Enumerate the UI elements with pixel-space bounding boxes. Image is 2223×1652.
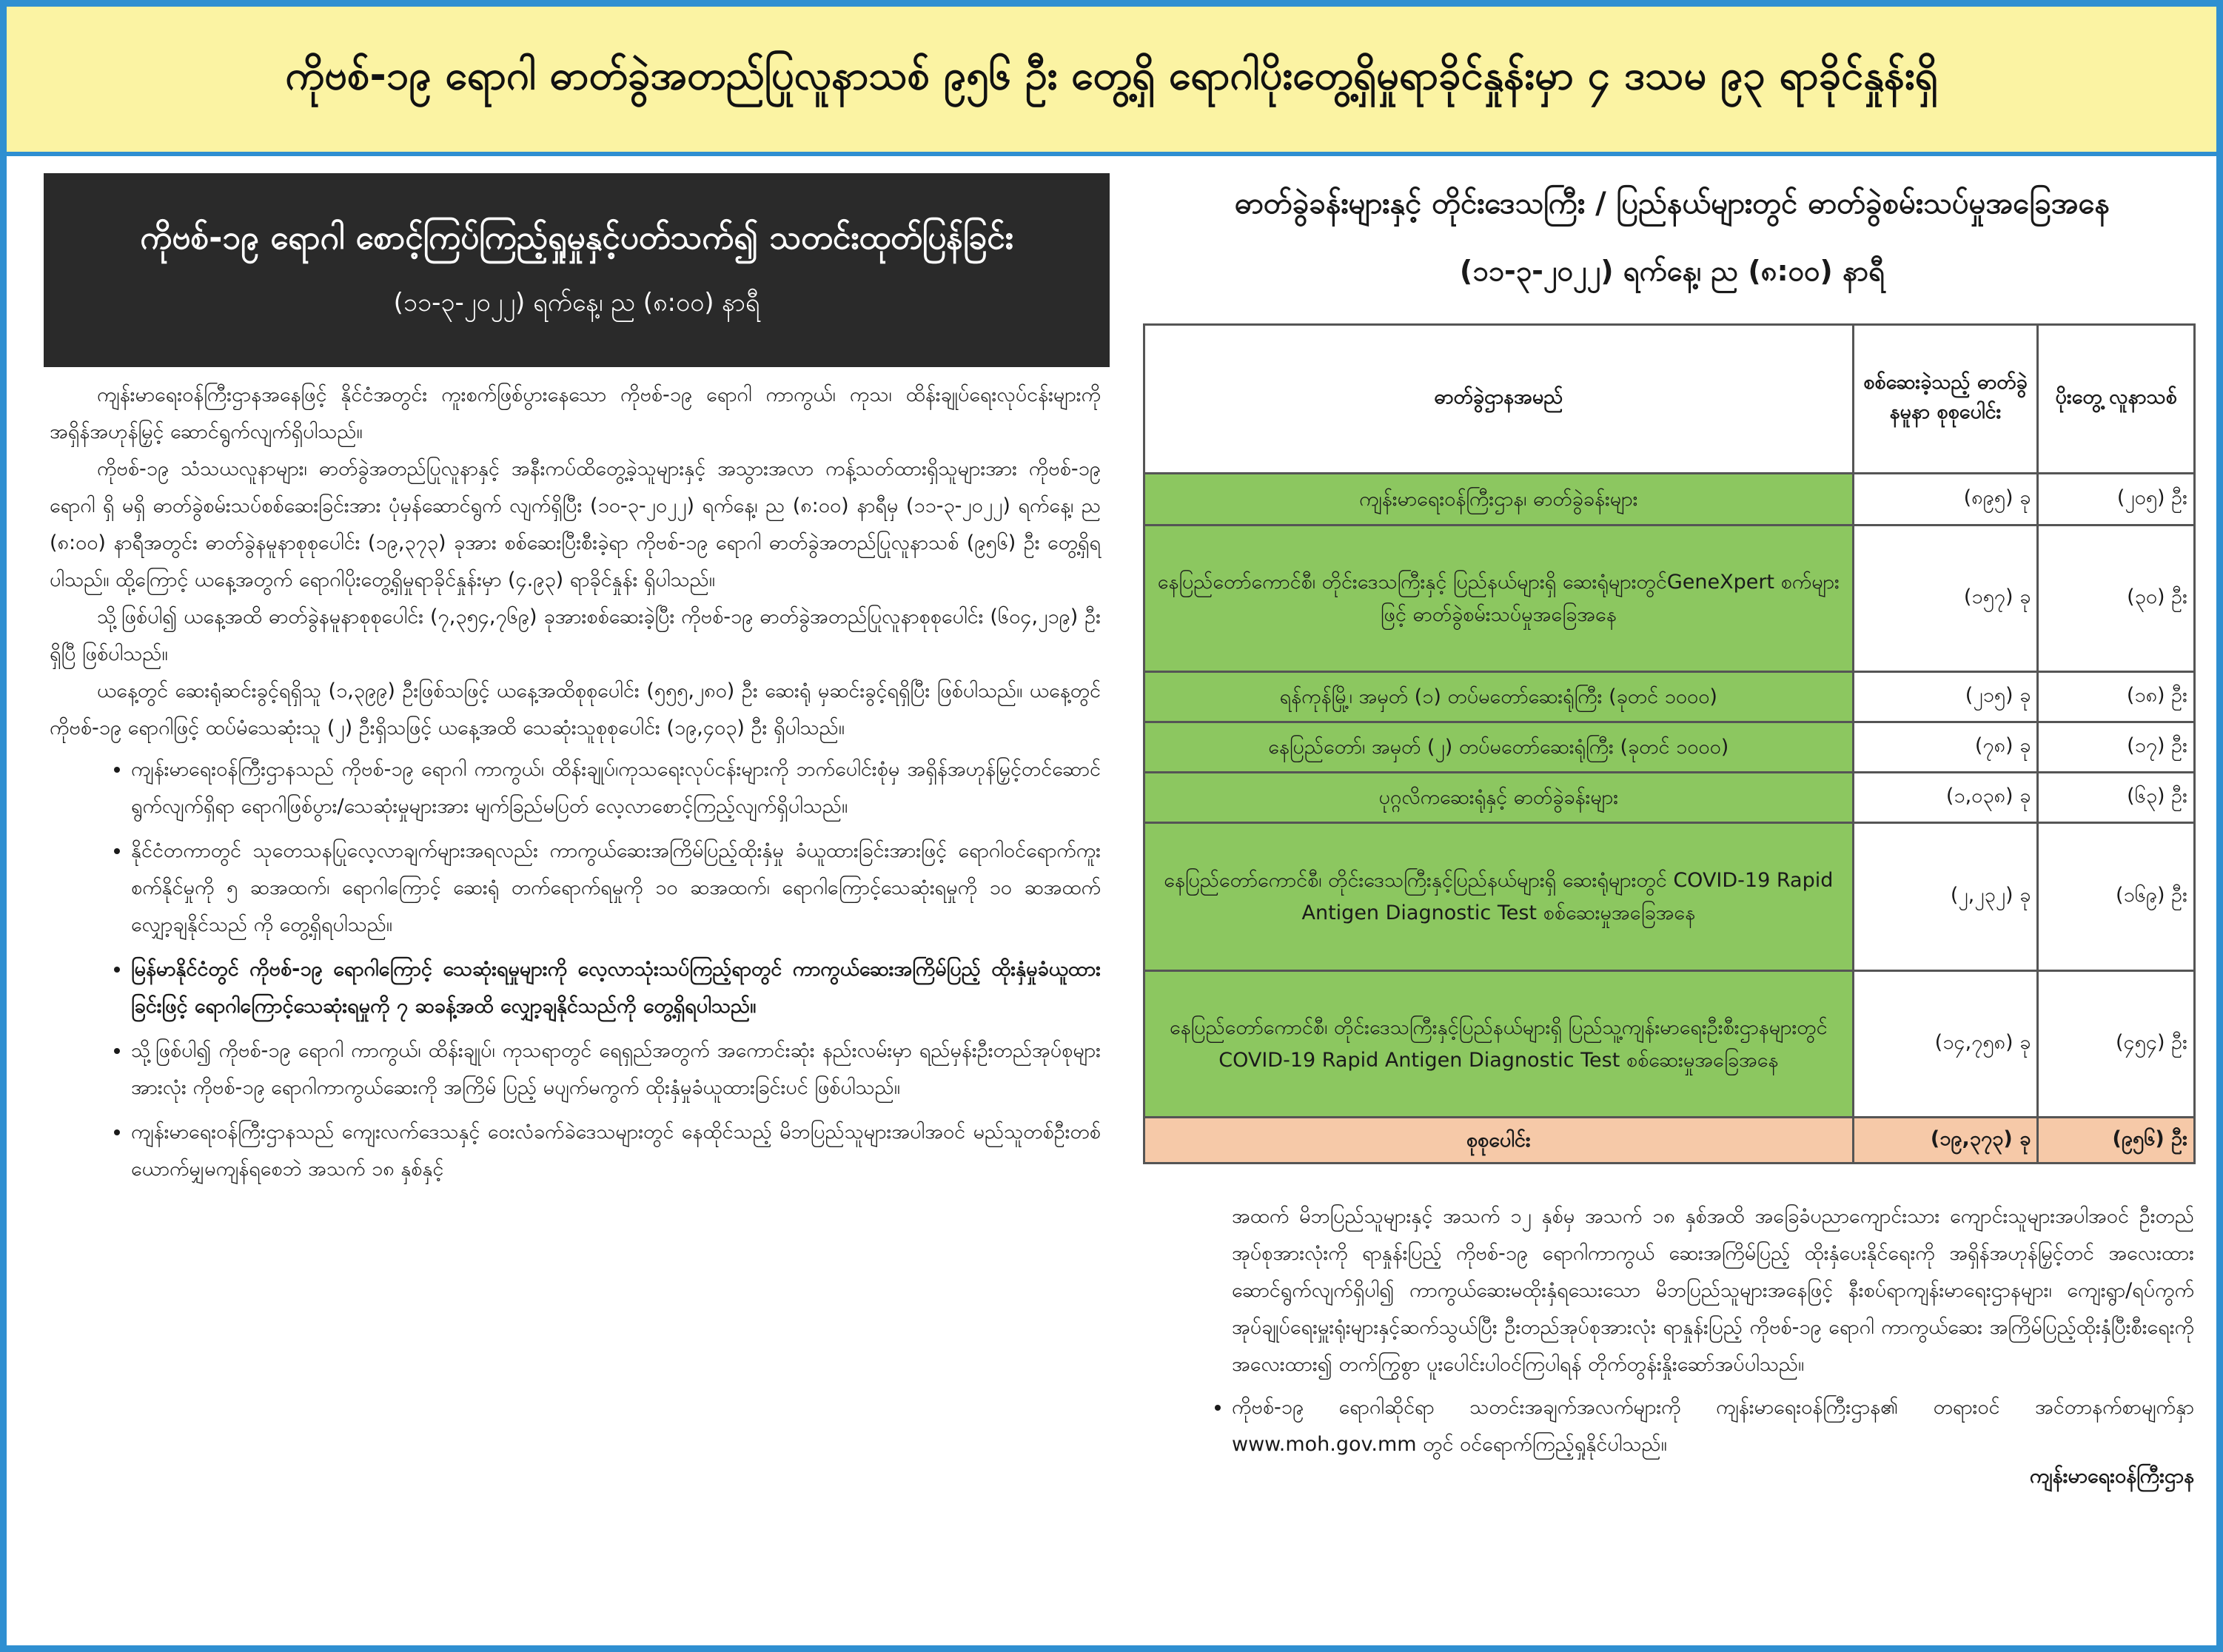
case-count: (၄၅၄) ဦး bbox=[2038, 971, 2195, 1118]
bullet-item: • နိုင်ငံတကာတွင် သုတေသနပြုလေ့လာချက်များအရလည်း ကာကွယ်ဆေးအကြိမ်ပြည့်ထိုးနှံမှု ခံယူထားခြင်းအားဖြင့် ရောဂါဝင်ရောက်ကူးစက်နိုင်မှုကို ၅ ဆအထက်၊ ရောဂါကြောင့် ဆေးရုံ တက်ရောက်ရမှုကို ၁၀ ဆအထက်၊ ရောဂါကြောင့်သေဆုံးရမှုကို ၁၀ ဆအထက် လျှော့ချနိုင်သည် ကို တွေ့ရှိရပါသည်။ bbox=[131, 833, 1101, 944]
bullet-list bbox=[50, 751, 1101, 1188]
bullet-item: • ကျန်းမာရေးဝန်ကြီးဌာနသည် ကိုဗစ်-၁၉ ရောဂါ ကာကွယ်၊ ထိန်းချုပ်၊ကုသရေးလုပ်ငန်းများကို ဘက်ပေါင်းစုံမှ အရှိန်အဟုန်မြှင့်တင်ဆောင်ရွက်လျက်ရှိရာ ရောဂါဖြစ်ပွား/သေဆုံးမှုများအား မျက်ခြည်မပြတ် လေ့လာစောင့်ကြည့်လျက်ရှိပါသည်။ bbox=[131, 751, 1101, 825]
table-row bbox=[1144, 474, 2195, 526]
table-title-date: (၁၁-၃-၂၀၂၂) ရက်နေ့၊ ည (၈:၀၀) နာရီ bbox=[1459, 255, 1885, 287]
paragraph: အထက် မိဘပြည်သူများနှင့် အသက် ၁၂ နှစ်မှ အသက် ၁၈ နှစ်အထိ အခြေခံပညာကျောင်းသား ကျောင်းသူများအပါအဝင် ဦးတည်အုပ်စုအားလုံးကို ရာနှုန်းပြည့် ကိုဗစ်-၁၉ ရောဂါကာကွယ် ဆေးအကြိမ်ပြည့် ထိုးနှံပေးနိုင်ရေးကို အရှိန်အဟုန်မြှင့်တင် အလေးထားဆောင်ရွက်လျက်ရှိပါ၍ ကာကွယ်ဆေးမထိုးနှံရသေးသော မိဘပြည်သူများအနေဖြင့် နီးစပ်ရာကျန်းမာရေးဌာနများ၊ ကျေးရွာ/ရပ်ကွက် အုပ်ချုပ်ရေးမှူးရုံးများနှင့်ဆက်သွယ်ပြီး ဦးတည်အုပ်စုအားလုံး ရာနှုန်းပြည့် ကိုဗစ်-၁၉ ရောဂါ ကာကွယ်ဆေး အကြိမ်ပြည့်ထိုးနှံပြီးစီးရေးကို အလေးထား၍ တက်ကြွစွာ ပူးပေါင်းပါဝင်ကြပါရန် တိုက်တွန်းနှိုးဆော်အပ်ပါသည်။ bbox=[1232, 1205, 2194, 1376]
sample-count: (၂,၂၃၂) ခု bbox=[1853, 823, 2038, 971]
table-row bbox=[1144, 722, 2195, 773]
announcement-title: ကိုဗစ်-၁၉ ရောဂါ စောင့်ကြပ်ကြည့်ရှုမှုနှင့်ပတ်သက်၍ သတင်းထုတ်ပြန်ခြင်း bbox=[140, 218, 1013, 257]
lab-name: ကျန်းမာရေးဝန်ကြီးဌာန၊ ဓာတ်ခွဲခန်းများ bbox=[1144, 474, 1854, 526]
sample-count: (၈၉၅) ခု bbox=[1853, 474, 2038, 526]
left-column bbox=[44, 173, 1110, 367]
sample-count: (၁၅၇) ခု bbox=[1853, 526, 2038, 672]
bullet-item: • မြန်မာနိုင်ငံတွင် ကိုဗစ်-၁၉ ရောဂါကြောင့် သေဆုံးရမှုများကို လေ့လာသုံးသပ်ကြည့်ရာတွင် ကာကွယ်ဆေးအကြိမ်ပြည့် ထိုးနှံမှုခံယူထားခြင်းဖြင့် ရောဂါကြောင့်သေဆုံးရမှုကို ၇ ဆခန့်အထိ လျှော့ချနိုင်သည်ကို တွေ့ရှိရပါသည်။ bbox=[131, 951, 1101, 1025]
left-body bbox=[50, 377, 1101, 1195]
paragraph: ယနေ့တွင် ဆေးရုံဆင်းခွင့်ရရှိသူ (၁,၃၉၉) ဦးဖြစ်သဖြင့် ယနေ့အထိစုစုပေါင်း (၅၅၅,၂၈၀) ဦး ဆေးရုံ မှဆင်းခွင့်ရရှိပြီး ဖြစ်ပါသည်။ ယနေ့တွင် ကိုဗစ်-၁၉ ရောဂါဖြင့် ထပ်မံသေဆုံးသူ (၂) ဦးရှိသဖြင့် ယနေ့အထိ သေဆုံးသူစုစုပေါင်း (၁၉,၄၀၃) ဦး ရှိပါသည်။ bbox=[50, 679, 1101, 739]
total-label: စုစုပေါင်း bbox=[1144, 1118, 1854, 1164]
case-count: (၆၃) ဦး bbox=[2038, 773, 2195, 823]
header-samples: စစ်ဆေးခဲ့သည့် ဓာတ်ခွဲနမူနာ စုစုပေါင်း bbox=[1853, 325, 2038, 474]
sample-count: (၁,၀၃၈) ခု bbox=[1853, 773, 2038, 823]
announcement-date: (၁၁-၃-၂၀၂၂) ရက်နေ့၊ ည (၈:၀၀) နာရီ bbox=[393, 287, 760, 318]
right-body bbox=[1232, 1198, 2194, 1493]
headline: ကိုဗစ်-၁၉ ရောဂါ ဓာတ်ခွဲအတည်ပြုလူနာသစ် ၉၅၆ ဦး တွေ့ရှိ ရောဂါပိုးတွေ့ရှိမှုရာခိုင်နှုန်းမှာ ၄ ဒသမ ၉၃ ရာခိုင်နှုန်းရှိ bbox=[7, 7, 2216, 156]
lab-name: နေပြည်တော်ကောင်စီ၊ တိုင်းဒေသကြီးနှင့်ပြည်နယ်များရှိ ပြည်သူ့ကျန်းမာရေးဦးစီးဌာနများတွင် COVID-19 Rapid Antigen Diagnostic Test စစ်ဆေးမှုအခြေအနေ bbox=[1144, 971, 1854, 1118]
header-lab-name: ဓာတ်ခွဲဌာနအမည် bbox=[1144, 325, 1854, 474]
table-row bbox=[1144, 672, 2195, 722]
table-title-line: ဓာတ်ခွဲခန်းများနှင့် တိုင်းဒေသကြီး / ပြည်နယ်များတွင် ဓာတ်ခွဲစမ်းသပ်မှုအခြေအနေ bbox=[1234, 187, 2110, 221]
bullet-item: • ကိုဗစ်-၁၉ ရောဂါဆိုင်ရာ သတင်းအချက်အလက်များကို ကျန်းမာရေးဝန်ကြီးဌာန၏ တရားဝင် အင်တာနက်စာမျက်နှာ www.moh.gov.mm တွင် ဝင်ရောက်ကြည့်ရှုနိုင်ပါသည်။ bbox=[1232, 1389, 2194, 1463]
table-row bbox=[1144, 971, 2195, 1118]
lab-name: ပုဂ္ဂလိကဆေးရုံနှင့် ဓာတ်ခွဲခန်းများ bbox=[1144, 773, 1854, 823]
signature: ကျန်းမာရေးဝန်ကြီးဌာန bbox=[2029, 1465, 2194, 1488]
sample-count: (၂၁၅) ခု bbox=[1853, 672, 2038, 722]
table-total-row bbox=[1144, 1118, 2195, 1164]
table-row bbox=[1144, 823, 2195, 971]
sample-count: (၁၄,၇၅၈) ခု bbox=[1853, 971, 2038, 1118]
table-title bbox=[1147, 184, 2198, 295]
header-cases: ပိုးတွေ့ လူနာသစ် bbox=[2038, 325, 2195, 474]
announcement-box bbox=[44, 173, 1110, 367]
case-count: (၁၇) ဦး bbox=[2038, 722, 2195, 773]
case-count: (၂၀၅) ဦး bbox=[2038, 474, 2195, 526]
sample-count: (၇၈) ခု bbox=[1853, 722, 2038, 773]
lab-name: နေပြည်တော်ကောင်စီ၊ တိုင်းဒေသကြီးနှင့် ပြည်နယ်များရှိ ဆေးရုံများတွင်GeneXpert စက်များဖြင့် ဓာတ်ခွဲစမ်းသပ်မှုအခြေအနေ bbox=[1144, 526, 1854, 672]
bullet-item: • ကျန်းမာရေးဝန်ကြီးဌာနသည် ကျေးလက်ဒေသနှင့် ဝေးလံခက်ခဲဒေသများတွင် နေထိုင်သည့် မိဘပြည်သူများအပါအဝင် မည်သူတစ်ဦးတစ်ယောက်မျှမကျန်ရစေဘဲ အသက် ၁၈ နှစ်နှင့် bbox=[131, 1114, 1101, 1188]
bullet-item: • သို့ဖြစ်ပါ၍ ကိုဗစ်-၁၉ ရောဂါ ကာကွယ်၊ ထိန်းချုပ်၊ ကုသရာတွင် ရေရှည်အတွက် အကောင်းဆုံး နည်းလမ်းမှာ ရည်မှန်းဦးတည်အုပ်စုများအားလုံး ကိုဗစ်-၁၉ ရောဂါကာကွယ်ဆေးကို အကြိမ် ပြည့် မပျက်မကွက် ထိုးနှံမှုခံယူထားခြင်းပင် ဖြစ်ပါသည်။ bbox=[131, 1032, 1101, 1107]
lab-results-table bbox=[1143, 323, 2196, 1164]
total-samples: (၁၉,၃၇၃) ခု bbox=[1853, 1118, 2038, 1164]
lab-name: ရန်ကုန်မြို့၊ အမှတ် (၁) တပ်မတော်ဆေးရုံကြီး (ခုတင် ၁၀၀၀) bbox=[1144, 672, 1854, 722]
bullet-list bbox=[1195, 1389, 2194, 1463]
table-row bbox=[1144, 773, 2195, 823]
paragraph: ကိုဗစ်-၁၉ သံသယလူနာများ၊ ဓာတ်ခွဲအတည်ပြုလူနာနှင့် အနီးကပ်ထိတွေ့ခဲ့သူများနှင့် အသွားအလာ ကန့်သတ်ထားရှိသူများအား ကိုဗစ်-၁၉ ရောဂါ ရှိ မရှိ ဓာတ်ခွဲစမ်းသပ်စစ်ဆေးခြင်းအား ပုံမှန်ဆောင်ရွက် လျက်ရှိပြီး (၁၀-၃-၂၀၂၂) ရက်နေ့၊ ည (၈:၀၀) နာရီမှ (၁၁-၃-၂၀၂၂) ရက်နေ့၊ ည (၈:၀၀) နာရီအတွင်း ဓာတ်ခွဲနမူနာစုစုပေါင်း (၁၉,၃၇၃) ခုအား စစ်ဆေးပြီးစီးခဲ့ရာ ကိုဗစ်-၁၉ ရောဂါ ဓာတ်ခွဲအတည်ပြုလူနာသစ် (၉၅၆) ဦး တွေ့ရှိရပါသည်။ ထို့ကြောင့် ယနေ့အတွက် ရောဂါပိုးတွေ့ရှိမှုရာခိုင်နှုန်းမှာ (၄.၉၃) ရာခိုင်နှုန်း ရှိပါသည်။ bbox=[50, 457, 1101, 591]
paragraph: ကျန်းမာရေးဝန်ကြီးဌာနအနေဖြင့် နိုင်ငံအတွင်း ကူးစက်ဖြစ်ပွားနေသော ကိုဗစ်-၁၉ ရောဂါ ကာကွယ်၊ ကုသ၊ ထိန်းချုပ်ရေးလုပ်ငန်းများကို အရှိန်အဟုန်မြှင့် ဆောင်ရွက်လျက်ရှိပါသည်။ bbox=[50, 383, 1101, 443]
case-count: (၁၆၉) ဦး bbox=[2038, 823, 2195, 971]
lab-name: နေပြည်တော်၊ အမှတ် (၂) တပ်မတော်ဆေးရုံကြီး (ခုတင် ၁၀၀၀) bbox=[1144, 722, 1854, 773]
lab-name: နေပြည်တော်ကောင်စီ၊ တိုင်းဒေသကြီးနှင့်ပြည်နယ်များရှိ ဆေးရုံများတွင် COVID-19 Rapid Antigen Diagnostic Test စစ်ဆေးမှုအခြေအနေ bbox=[1144, 823, 1854, 971]
paragraph: သို့ဖြစ်ပါ၍ ယနေ့အထိ ဓာတ်ခွဲနမူနာစုစုပေါင်း (၇,၃၅၄,၇၆၉) ခုအားစစ်ဆေးခဲ့ပြီး ကိုဗစ်-၁၉ ဓာတ်ခွဲအတည်ပြုလူနာစုစုပေါင်း (၆၀၄,၂၁၉) ဦးရှိပြီ ဖြစ်ပါသည်။ bbox=[50, 605, 1101, 665]
table-header-row bbox=[1144, 325, 2195, 474]
case-count: (၁၈) ဦး bbox=[2038, 672, 2195, 722]
total-cases: (၉၅၆) ဦး bbox=[2038, 1118, 2195, 1164]
table-row bbox=[1144, 526, 2195, 672]
case-count: (၃၀) ဦး bbox=[2038, 526, 2195, 672]
